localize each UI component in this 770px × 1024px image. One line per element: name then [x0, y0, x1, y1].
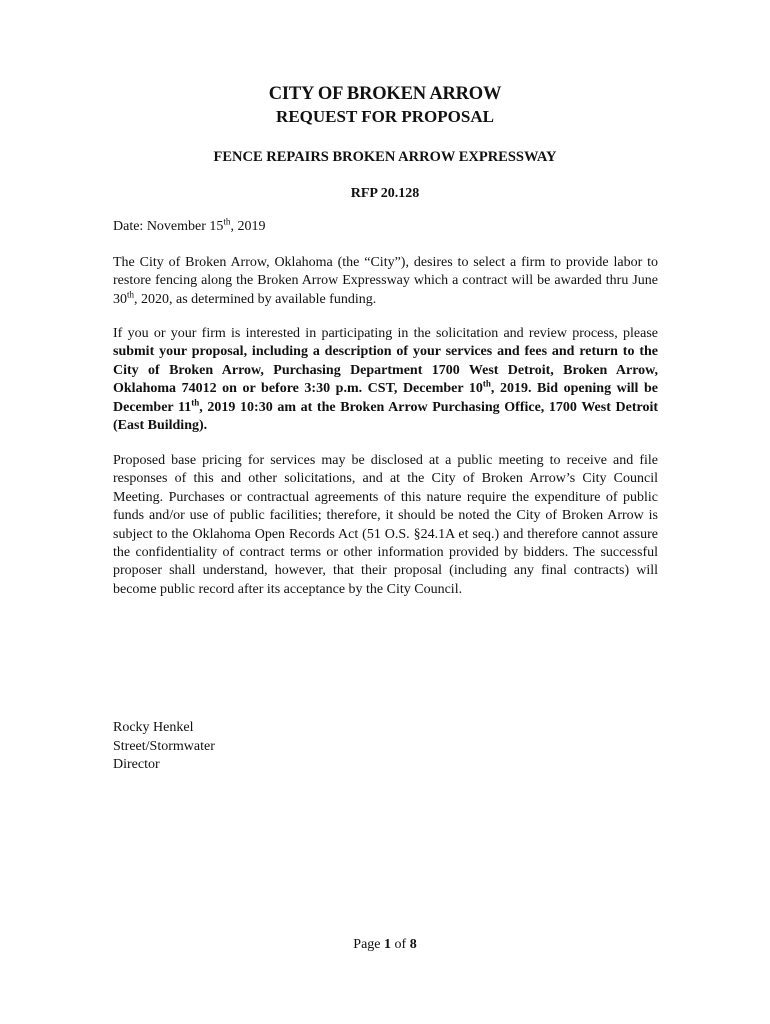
- of-label: of: [391, 937, 410, 952]
- signature-block: [113, 719, 215, 775]
- date-suffix: , 2019: [230, 219, 266, 234]
- city-title: CITY OF BROKEN ARROW: [268, 84, 502, 104]
- signer-title: Director: [113, 757, 160, 772]
- para1-sup: th: [127, 289, 135, 300]
- rfp-number: RFP 20.128: [350, 186, 420, 201]
- para2-sup1: [483, 379, 491, 389]
- paragraph-disclosure: Proposed base pricing for services may be disclosed at a public meeting to receive and file responses of this and other solicitations, and at the City of Broken Arrow’s City Council Meeting. Purchases or contractual agreements of this nature require the expenditure of public funds and/or use of public facilities; therefore, it should be noted the City of Broken Arrow is subject to the Oklahoma Open Records Act (51 O.S. §24.1A et seq.) and therefore cannot assure the confidentiality of contract terms or other information provided by bidders. The successful proposer shall understand, however, that their proposal (including any final contracts) will become public record after its acceptance by the City Council.: [113, 453, 658, 597]
- para2-sup2-text: th: [191, 396, 200, 407]
- paragraph-submission: [113, 325, 658, 435]
- para2-bold2: , 2019. Bid opening will be December 11: [113, 381, 658, 415]
- para2-sup1-text: th: [482, 378, 491, 389]
- page-number: 1: [384, 937, 392, 952]
- para1-part1: The City of Broken Arrow, Oklahoma (the “City”), desires to select a firm to provide labor to restore fencing along the Broken Arrow Expressway which a contract will be awarded thru June 30: [113, 255, 658, 307]
- para2-bold3: , 2019 10:30 am at the Broken Arrow Purchasing Office, 1700 West Detroit (East Building).: [113, 399, 659, 434]
- project-title: FENCE REPAIRS BROKEN ARROW EXPRESSWAY: [213, 149, 557, 165]
- para2-intro: If you or your firm is interested in participating in the solicitation and review process, please: [113, 326, 658, 341]
- request-title: REQUEST FOR PROPOSAL: [276, 107, 494, 126]
- para1-part2: , 2020, as determined by available funding.: [134, 291, 377, 307]
- date-sup: th: [223, 216, 231, 227]
- paragraph-intro: [113, 254, 658, 309]
- signer-department: Street/Stormwater: [113, 738, 215, 754]
- page-total: 8: [409, 937, 417, 952]
- signer-name: Rocky Henkel: [113, 720, 194, 735]
- page-footer: [0, 937, 770, 953]
- page-label: Page: [353, 937, 385, 952]
- date-prefix: Date: November 15: [113, 219, 224, 234]
- para2-bold1: submit your proposal, including a description of your services and fees and return to the City of Broken Arrow, Purchasing Department 1700 West Detroit, Broken Arrow, Oklahoma 74012 on or before 3:30 p.m. CST, December 10: [113, 344, 658, 397]
- document-date: [113, 216, 266, 235]
